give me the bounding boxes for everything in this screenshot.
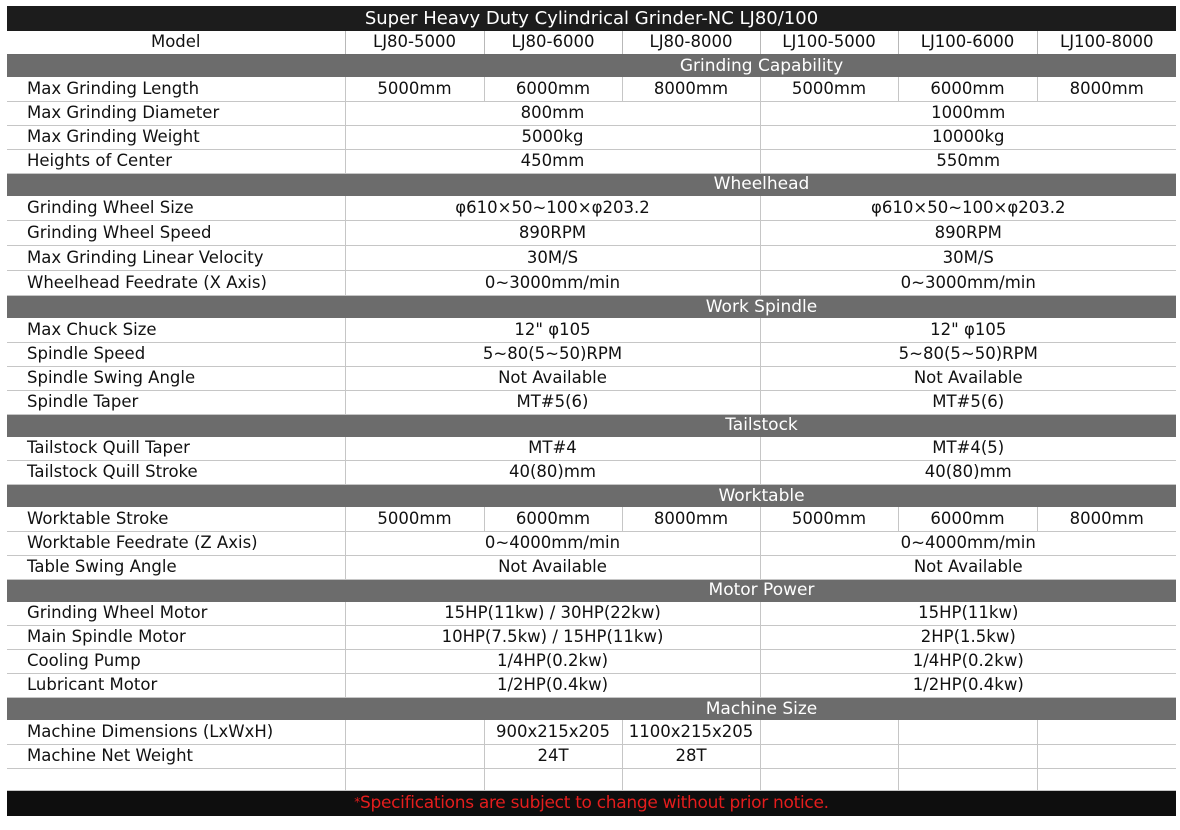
section-header-row bbox=[7, 55, 1176, 78]
spec-value: 8000mm bbox=[622, 77, 760, 101]
spec-value: 890RPM bbox=[760, 221, 1176, 246]
spec-value: 5000mm bbox=[760, 77, 898, 101]
table-row bbox=[7, 626, 1176, 650]
section-title: Wheelhead bbox=[713, 174, 810, 194]
spec-value: 450mm bbox=[345, 149, 760, 173]
blank-cell bbox=[1037, 768, 1176, 790]
blank-cell bbox=[484, 768, 622, 790]
spec-label: Grinding Wheel Size bbox=[7, 196, 345, 221]
spec-value: 6000mm bbox=[898, 507, 1037, 531]
model-name: LJ100-5000 bbox=[760, 31, 898, 55]
spec-value bbox=[760, 720, 898, 744]
table-row bbox=[7, 507, 1176, 531]
section-header-row bbox=[7, 485, 1176, 508]
spec-label: Worktable Feedrate (Z Axis) bbox=[7, 531, 345, 555]
table-row bbox=[7, 77, 1176, 101]
spec-label: Spindle Speed bbox=[7, 342, 345, 366]
spec-label: Cooling Pump bbox=[7, 650, 345, 674]
spec-value: 30M/S bbox=[760, 246, 1176, 271]
table-row bbox=[7, 149, 1176, 173]
table-row bbox=[7, 674, 1176, 698]
section-header-row bbox=[7, 414, 1176, 437]
spec-label: Lubricant Motor bbox=[7, 674, 345, 698]
asterisk-icon: * bbox=[354, 794, 360, 809]
spec-label: Tailstock Quill Stroke bbox=[7, 461, 345, 485]
spec-value: 0~4000mm/min bbox=[345, 531, 760, 555]
section-header-row bbox=[7, 698, 1176, 721]
model-header-row bbox=[7, 31, 1176, 55]
spec-value: 28T bbox=[622, 744, 760, 768]
spec-label: Heights of Center bbox=[7, 149, 345, 173]
spec-value: Not Available bbox=[345, 555, 760, 579]
footer-notice bbox=[7, 790, 1176, 816]
spec-value: MT#4(5) bbox=[760, 437, 1176, 461]
spec-label: Grinding Wheel Motor bbox=[7, 602, 345, 626]
spec-label: Worktable Stroke bbox=[7, 507, 345, 531]
spec-value: 8000mm bbox=[622, 507, 760, 531]
spec-value: 2HP(1.5kw) bbox=[760, 626, 1176, 650]
section-header-cell bbox=[7, 485, 1176, 508]
section-title: Machine Size bbox=[705, 698, 818, 719]
spec-value: Not Available bbox=[760, 555, 1176, 579]
table-row bbox=[7, 101, 1176, 125]
spec-value: MT#4 bbox=[345, 437, 760, 461]
spec-value: 15HP(11kw) bbox=[760, 602, 1176, 626]
table-row bbox=[7, 650, 1176, 674]
spec-value: 890RPM bbox=[345, 221, 760, 246]
spec-value: 5~80(5~50)RPM bbox=[760, 342, 1176, 366]
table-row bbox=[7, 196, 1176, 221]
table-row bbox=[7, 555, 1176, 579]
spec-value: MT#5(6) bbox=[345, 390, 760, 414]
table-row bbox=[7, 271, 1176, 296]
section-header-cell bbox=[7, 55, 1176, 78]
spec-label: Spindle Swing Angle bbox=[7, 366, 345, 390]
blank-cell bbox=[7, 768, 345, 790]
spec-label: Max Grinding Weight bbox=[7, 125, 345, 149]
table-row bbox=[7, 437, 1176, 461]
section-title: Worktable bbox=[718, 485, 805, 506]
blank-cell bbox=[898, 768, 1037, 790]
spec-value bbox=[345, 720, 484, 744]
table-row bbox=[7, 531, 1176, 555]
spec-value: 5000mm bbox=[345, 507, 484, 531]
spec-value: φ610×50~100×φ203.2 bbox=[345, 196, 760, 221]
model-name: LJ100-8000 bbox=[1037, 31, 1176, 55]
section-title: Tailstock bbox=[725, 415, 798, 435]
spec-value: 1/2HP(0.4kw) bbox=[760, 674, 1176, 698]
blank-cell bbox=[760, 768, 898, 790]
spec-value: 10000kg bbox=[760, 125, 1176, 149]
section-title: Work Spindle bbox=[705, 296, 818, 317]
table-row bbox=[7, 366, 1176, 390]
spec-value: 5~80(5~50)RPM bbox=[345, 342, 760, 366]
table-row bbox=[7, 125, 1176, 149]
spec-value: Not Available bbox=[760, 366, 1176, 390]
table-row bbox=[7, 246, 1176, 271]
spec-label: Wheelhead Feedrate (X Axis) bbox=[7, 271, 345, 296]
section-title: Grinding Capability bbox=[679, 55, 844, 76]
section-header-cell bbox=[7, 579, 1176, 602]
section-header-row bbox=[7, 296, 1176, 319]
table-row bbox=[7, 720, 1176, 744]
section-header-row bbox=[7, 173, 1176, 196]
section-header-cell bbox=[7, 698, 1176, 721]
model-name: LJ100-6000 bbox=[898, 31, 1037, 55]
spec-value: Not Available bbox=[345, 366, 760, 390]
section-header-row bbox=[7, 579, 1176, 602]
spec-value: 5000mm bbox=[760, 507, 898, 531]
spec-value bbox=[1037, 720, 1176, 744]
spec-value bbox=[898, 720, 1037, 744]
spec-label: Max Grinding Linear Velocity bbox=[7, 246, 345, 271]
footer-text: Specifications are subject to change without prior notice. bbox=[359, 792, 829, 813]
spec-value: 1100x215x205 bbox=[622, 720, 760, 744]
table-row bbox=[7, 744, 1176, 768]
table-row bbox=[7, 221, 1176, 246]
spec-label: Machine Dimensions (LxWxH) bbox=[7, 720, 345, 744]
spec-label: Tailstock Quill Taper bbox=[7, 437, 345, 461]
spec-value: 1000mm bbox=[760, 101, 1176, 125]
spec-value: 1/4HP(0.2kw) bbox=[760, 650, 1176, 674]
spec-value: 10HP(7.5kw) / 15HP(11kw) bbox=[345, 626, 760, 650]
footer-row bbox=[7, 790, 1176, 816]
spec-value: MT#5(6) bbox=[760, 390, 1176, 414]
blank-row bbox=[7, 768, 1176, 790]
spec-value: 12" φ105 bbox=[345, 318, 760, 342]
blank-cell bbox=[622, 768, 760, 790]
spec-label: Grinding Wheel Speed bbox=[7, 221, 345, 246]
section-title: Motor Power bbox=[708, 580, 815, 600]
table-row bbox=[7, 342, 1176, 366]
spec-value: 800mm bbox=[345, 101, 760, 125]
spec-label: Max Grinding Diameter bbox=[7, 101, 345, 125]
table-row bbox=[7, 602, 1176, 626]
spec-value: 30M/S bbox=[345, 246, 760, 271]
table-title: Super Heavy Duty Cylindrical Grinder-NC LJ80/100 bbox=[7, 6, 1176, 31]
spec-value: φ610×50~100×φ203.2 bbox=[760, 196, 1176, 221]
model-name: LJ80-8000 bbox=[622, 31, 760, 55]
spec-value: 40(80)mm bbox=[345, 461, 760, 485]
spec-value: 0~3000mm/min bbox=[760, 271, 1176, 296]
table-row bbox=[7, 318, 1176, 342]
spec-value bbox=[898, 744, 1037, 768]
spec-value: 900x215x205 bbox=[484, 720, 622, 744]
spec-value: 550mm bbox=[760, 149, 1176, 173]
spec-value: 8000mm bbox=[1037, 77, 1176, 101]
spec-table bbox=[7, 6, 1176, 816]
section-header-cell bbox=[7, 414, 1176, 437]
spec-value bbox=[760, 744, 898, 768]
table-row bbox=[7, 390, 1176, 414]
section-header-cell bbox=[7, 296, 1176, 319]
spec-value: 15HP(11kw) / 30HP(22kw) bbox=[345, 602, 760, 626]
section-header-cell bbox=[7, 173, 1176, 196]
spec-value: 6000mm bbox=[898, 77, 1037, 101]
table-row bbox=[7, 461, 1176, 485]
spec-value: 24T bbox=[484, 744, 622, 768]
spec-label: Table Swing Angle bbox=[7, 555, 345, 579]
spec-label: Max Chuck Size bbox=[7, 318, 345, 342]
spec-value: 6000mm bbox=[484, 77, 622, 101]
spec-value: 40(80)mm bbox=[760, 461, 1176, 485]
spec-label: Main Spindle Motor bbox=[7, 626, 345, 650]
table-title-row bbox=[7, 6, 1176, 31]
spec-value: 1/2HP(0.4kw) bbox=[345, 674, 760, 698]
spec-value: 0~4000mm/min bbox=[760, 531, 1176, 555]
spec-label: Max Grinding Length bbox=[7, 77, 345, 101]
model-label: Model bbox=[7, 31, 345, 55]
spec-value: 12" φ105 bbox=[760, 318, 1176, 342]
model-name: LJ80-5000 bbox=[345, 31, 484, 55]
spec-value: 8000mm bbox=[1037, 507, 1176, 531]
spec-value: 1/4HP(0.2kw) bbox=[345, 650, 760, 674]
spec-value: 5000mm bbox=[345, 77, 484, 101]
model-name: LJ80-6000 bbox=[484, 31, 622, 55]
spec-label: Spindle Taper bbox=[7, 390, 345, 414]
spec-value: 6000mm bbox=[484, 507, 622, 531]
spec-value bbox=[345, 744, 484, 768]
spec-value bbox=[1037, 744, 1176, 768]
spec-label: Machine Net Weight bbox=[7, 744, 345, 768]
spec-value: 5000kg bbox=[345, 125, 760, 149]
spec-value: 0~3000mm/min bbox=[345, 271, 760, 296]
blank-cell bbox=[345, 768, 484, 790]
